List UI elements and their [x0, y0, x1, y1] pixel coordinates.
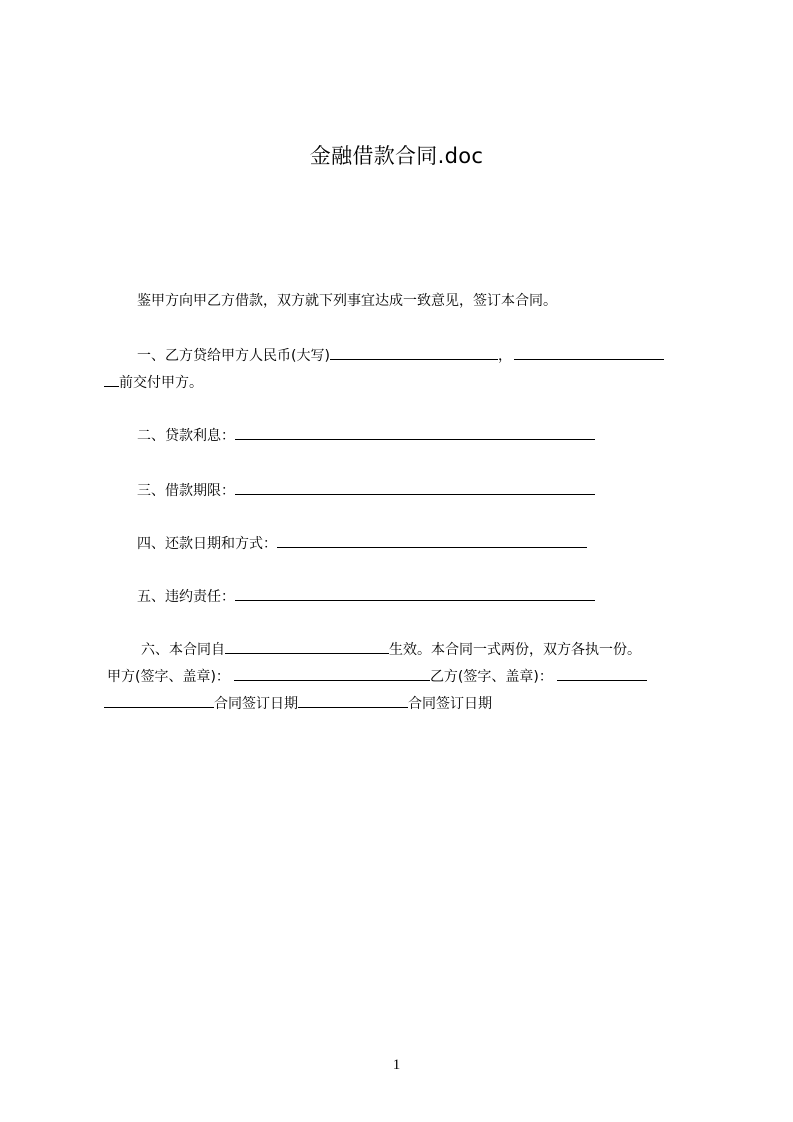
delivery-date-blank-start[interactable] [514, 344, 664, 360]
clause-1-continuation [104, 371, 203, 393]
sign-date-line [104, 692, 492, 714]
party-a-label: 甲方(签字、盖章)： [107, 669, 230, 685]
clause-4-line [137, 532, 587, 554]
clause-6-prefix: 六、本合同自 [141, 642, 225, 658]
party-b-signature-blank-end[interactable] [104, 692, 214, 708]
signature-line [107, 665, 647, 687]
clause-5-line [137, 585, 595, 607]
clause-3-line [137, 479, 595, 501]
amount-blank[interactable] [330, 344, 498, 360]
sign-date-label-1: 合同签订日期 [214, 696, 298, 712]
party-b-signature-blank-start[interactable] [557, 665, 647, 681]
clause-6-line [141, 638, 641, 660]
clause-4-label: 四、还款日期和方式： [137, 536, 277, 552]
effective-date-blank[interactable] [225, 638, 389, 654]
clause-1-line [137, 344, 664, 366]
party-b-label: 乙方(签字、盖章)： [429, 669, 553, 685]
delivery-date-blank-end[interactable] [104, 371, 119, 387]
sign-date-blank[interactable] [298, 692, 408, 708]
repayment-blank[interactable] [277, 532, 587, 548]
party-a-signature-blank[interactable] [234, 665, 430, 681]
sign-date-label-2: 合同签订日期 [408, 696, 492, 712]
clause-3-label: 三、借款期限： [137, 483, 235, 499]
clause-5-label: 五、违约责任： [137, 589, 235, 605]
clause-6-suffix: 生效。本合同一式两份，双方各执一份。 [389, 642, 641, 658]
document-title: 金融借款合同.doc [309, 144, 484, 168]
clause-1-suffix: 前交付甲方。 [119, 375, 203, 391]
clause-1-comma: ， [497, 348, 512, 364]
page-number: 1 [392, 1057, 401, 1073]
interest-blank[interactable] [235, 424, 595, 440]
clause-2-label: 二、贷款利息： [137, 428, 235, 444]
intro-paragraph: 鉴甲方向甲乙方借款，双方就下列事宜达成一致意见，签订本合同。 [137, 293, 557, 309]
clause-2-line [137, 424, 595, 446]
clause-1-prefix: 一、乙方贷给甲方人民币(大写) [137, 348, 330, 364]
liability-blank[interactable] [235, 585, 595, 601]
loan-term-blank[interactable] [235, 479, 595, 495]
